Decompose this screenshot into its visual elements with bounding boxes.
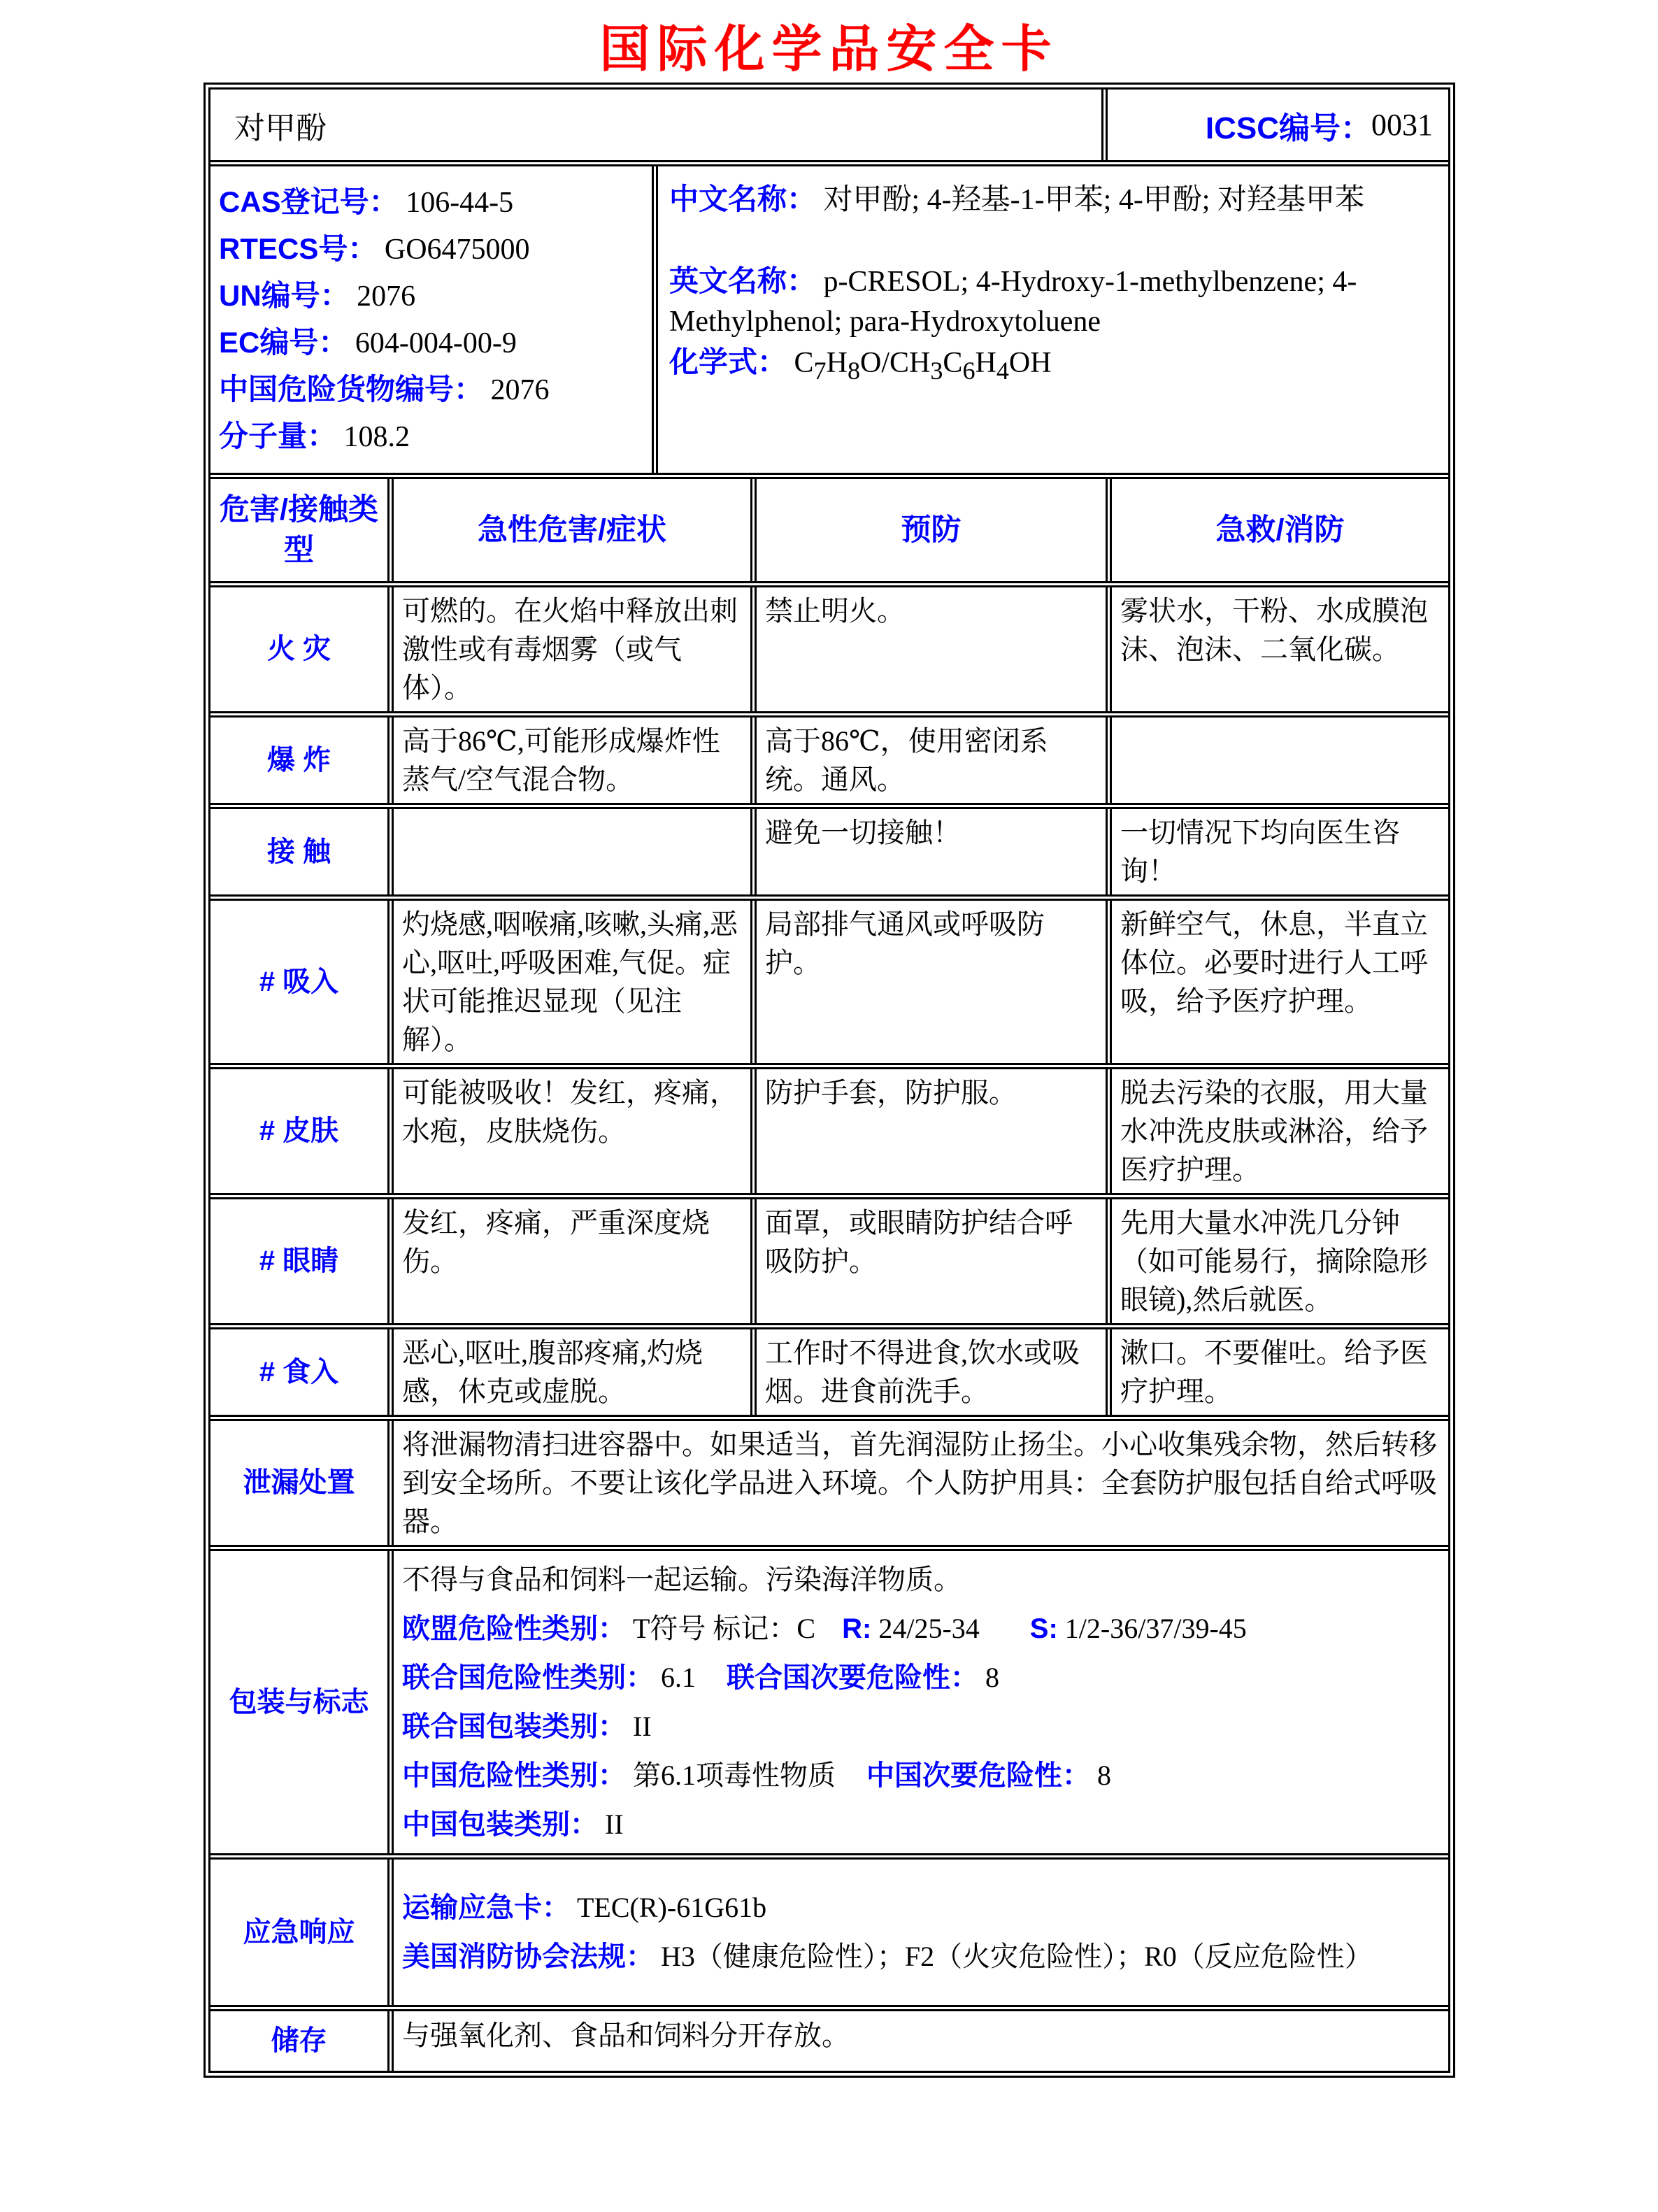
row-label-explosion: 爆 炸 — [210, 718, 394, 803]
molecular-weight-label: 分子量： — [219, 420, 337, 452]
ingestion-prevention: 工作时不得进食,饮水或吸烟。进食前洗手。 — [757, 1329, 1112, 1415]
table-row — [210, 809, 1448, 901]
fire-firstaid: 雾状水，干粉、水成膜泡沫、泡沫、二氧化碳。 — [1120, 595, 1428, 665]
identifiers-row — [210, 166, 1448, 479]
un-pack-label: 联合国包装类别： — [402, 1711, 626, 1742]
hazard-col-header-firstaid: 急救/消防 — [1215, 513, 1345, 547]
formula-subscript: 3 — [930, 357, 943, 385]
row-label-fire: 火 灾 — [210, 587, 394, 711]
exposure-symptoms — [394, 809, 757, 894]
un-subrisk-label: 联合国次要危险性： — [727, 1662, 978, 1693]
row-label-spill: 泄漏处置 — [210, 1421, 394, 1545]
row-label-packing: 包装与标志 — [210, 1551, 394, 1853]
icsc-number-value: 0031 — [1371, 108, 1433, 142]
un-pack-value: II — [633, 1711, 652, 1742]
nfpa-code — [402, 1936, 1440, 1977]
un-class-label: 联合国危险性类别： — [402, 1662, 654, 1693]
formula-part: C — [943, 347, 963, 379]
formula-subscript: 8 — [847, 357, 860, 385]
formula-subscript: 7 — [813, 357, 827, 385]
rtecs-label: RTECS号： — [219, 232, 378, 265]
formula-subscript: 4 — [996, 357, 1009, 385]
page-title: 国际化学品安全卡 — [599, 22, 1059, 78]
un-class-value: 6.1 — [661, 1662, 696, 1693]
explosion-prevention: 高于86℃，使用密闭系统。通风。 — [757, 718, 1112, 803]
skin-firstaid: 脱去污染的衣服，用大量水冲洗皮肤或淋浴，给予医疗护理。 — [1120, 1077, 1428, 1185]
cas-value: 106-44-5 — [406, 187, 514, 219]
exposure-prevention: 避免一切接触！ — [757, 809, 1112, 894]
table-row — [210, 718, 1448, 809]
cn-class-value: 第6.1项毒性物质 — [633, 1760, 836, 1791]
cn-class-label: 中国危险性类别： — [402, 1760, 626, 1791]
un-number — [219, 273, 643, 320]
china-dg-label: 中国危险货物编号： — [219, 373, 484, 406]
spill-row — [210, 1421, 1448, 1551]
un-classification — [402, 1657, 1440, 1698]
identifiers-right — [658, 166, 1448, 473]
row-label-storage: 储存 — [210, 2011, 394, 2071]
un-packing-group — [402, 1706, 1440, 1747]
table-row — [210, 1069, 1448, 1199]
fire-symptoms: 可燃的。在火焰中释放出刺激性或有毒烟雾（或气体）。 — [394, 587, 757, 711]
table-row — [210, 1199, 1448, 1329]
inhalation-symptoms: 灼烧感,咽喉痛,咳嗽,头痛,恶心,呕吐,呼吸困难,气促。症状可能推迟显现（见注解）。 — [394, 901, 757, 1063]
chemical-formula-value — [794, 347, 1052, 385]
china-dg-number — [219, 366, 643, 413]
un-value: 2076 — [357, 280, 416, 313]
transport-emergency-card — [402, 1888, 1440, 1928]
emergency-row — [210, 1860, 1448, 2011]
english-name-label: 英文名称： — [669, 264, 817, 297]
eu-class-value: T符号 标记：C — [633, 1613, 816, 1644]
un-label: UN编号： — [219, 279, 350, 312]
table-row — [210, 587, 1448, 718]
molecular-weight-value: 108.2 — [343, 421, 410, 453]
emergency-content — [394, 1860, 1448, 2005]
row-label-exposure: 接 触 — [210, 809, 394, 894]
nfpa-value: H3（健康危险性）；F2（火灾危险性）；R0（反应危险性） — [661, 1941, 1373, 1972]
ec-number — [219, 320, 643, 366]
spill-text: 将泄漏物清扫进容器中。如果适当，首先润湿防止扬尘。小心收集残余物，然后转移到安全场所。不要让该化学品进入环境。个人防护用具：全套防护服包括自给式呼吸器。 — [402, 1429, 1437, 1537]
chinese-name-label: 中文名称： — [669, 183, 817, 215]
cn-pack-label: 中国包装类别： — [402, 1809, 598, 1840]
transport-note: 不得与食品和饲料一起运输。污染海洋物质。 — [402, 1564, 962, 1595]
chemical-formula — [669, 342, 1437, 384]
tec-label: 运输应急卡： — [402, 1892, 570, 1923]
skin-symptoms: 可能被吸收！发红，疼痛，水疱，皮肤烧伤。 — [394, 1069, 757, 1193]
eyes-firstaid: 先用大量水冲洗几分钟（如可能易行，摘除隐形眼镜),然后就医。 — [1120, 1207, 1428, 1315]
substance-name: 对甲酚 — [234, 110, 327, 145]
explosion-symptoms: 高于86℃,可能形成爆炸性蒸气/空气混合物。 — [394, 718, 757, 803]
icsc-number-label: ICSC编号： — [1205, 110, 1371, 145]
formula-part: H — [975, 347, 996, 379]
formula-part: C — [794, 347, 814, 379]
hazard-header-row — [210, 479, 1448, 587]
hazard-col-header-type: 危害/接触类型 — [210, 479, 394, 581]
inhalation-firstaid: 新鲜空气，休息，半直立体位。必要时进行人工呼吸，给予医疗护理。 — [1120, 908, 1428, 1017]
s-phrases-label: S: — [1029, 1613, 1058, 1644]
packing-content — [394, 1551, 1448, 1853]
row-label-emergency: 应急响应 — [210, 1860, 394, 2005]
nfpa-label: 美国消防协会法规： — [402, 1941, 654, 1972]
storage-row — [210, 2011, 1448, 2071]
molecular-weight — [219, 413, 643, 460]
china-packing-group — [402, 1804, 1440, 1845]
cn-pack-value: II — [605, 1808, 624, 1840]
card-header-row — [210, 90, 1448, 166]
r-phrases-value: 24/25-34 — [878, 1613, 980, 1644]
tec-value: TEC(R)-61G61b — [577, 1892, 767, 1923]
un-subrisk-value: 8 — [985, 1662, 999, 1693]
eu-class-label: 欧盟危险性类别： — [402, 1613, 626, 1644]
explosion-firstaid — [1112, 718, 1448, 803]
table-row — [210, 1329, 1448, 1421]
china-classification — [402, 1755, 1440, 1796]
ec-label: EC编号： — [219, 326, 348, 359]
formula-part: H — [826, 347, 848, 379]
cn-subrisk-label: 中国次要危险性： — [866, 1760, 1090, 1791]
icsc-number-cell — [1101, 90, 1448, 160]
eyes-prevention: 面罩，或眼睛防护结合呼吸防护。 — [757, 1199, 1112, 1323]
hazard-col-header-symptoms: 急性危害/症状 — [394, 479, 757, 581]
s-phrases-value: 1/2-36/37/39-45 — [1064, 1613, 1247, 1644]
formula-subscript: 6 — [962, 357, 975, 385]
chinese-name-value: 对甲酚; 4-羟基-1-甲苯; 4-甲酚; 对羟基甲苯 — [823, 184, 1364, 216]
eyes-symptoms: 发红，疼痛，严重深度烧伤。 — [394, 1199, 757, 1323]
storage-text: 与强氧化剂、食品和饲料分开存放。 — [402, 2020, 850, 2051]
eu-classification — [402, 1608, 1440, 1649]
ingestion-symptoms: 恶心,呕吐,腹部疼痛,灼烧感，休克或虚脱。 — [394, 1329, 757, 1415]
inhalation-prevention: 局部排气通风或呼吸防护。 — [757, 901, 1112, 1063]
safety-card — [203, 83, 1455, 2078]
cas-number — [219, 179, 643, 226]
rtecs-number — [219, 226, 643, 273]
english-name-value: p-CRESOL; 4-Hydroxy-1-methylbenzene; 4-Methylphenol; para-Hydroxytoluene — [669, 266, 1357, 338]
row-label-ingestion: # 食入 — [210, 1329, 394, 1415]
rtecs-value: GO6475000 — [384, 234, 530, 266]
ingestion-firstaid: 漱口。不要催吐。给予医疗护理。 — [1120, 1337, 1428, 1407]
exposure-firstaid: 一切情况下均向医生咨询！ — [1120, 817, 1400, 887]
chemical-formula-label: 化学式： — [669, 345, 787, 378]
formula-part: OH — [1008, 347, 1052, 379]
fire-prevention: 禁止明火。 — [757, 587, 1112, 711]
formula-part: O/CH — [860, 347, 931, 379]
row-label-inhalation: # 吸入 — [210, 901, 394, 1063]
english-name — [669, 261, 1437, 342]
chinese-name — [669, 179, 1437, 220]
cas-label: CAS登记号： — [219, 185, 399, 218]
identifiers-left — [210, 166, 658, 473]
r-phrases-label: R: — [842, 1613, 872, 1644]
hazard-col-header-prevention: 预防 — [757, 479, 1112, 581]
table-row — [210, 901, 1448, 1069]
packing-row — [210, 1551, 1448, 1860]
china-dg-value: 2076 — [490, 374, 550, 406]
row-label-eyes: # 眼睛 — [210, 1199, 394, 1323]
row-label-skin: # 皮肤 — [210, 1069, 394, 1193]
cn-subrisk-value: 8 — [1097, 1760, 1111, 1791]
skin-prevention: 防护手套，防护服。 — [757, 1069, 1112, 1193]
ec-value: 604-004-00-9 — [355, 327, 517, 359]
